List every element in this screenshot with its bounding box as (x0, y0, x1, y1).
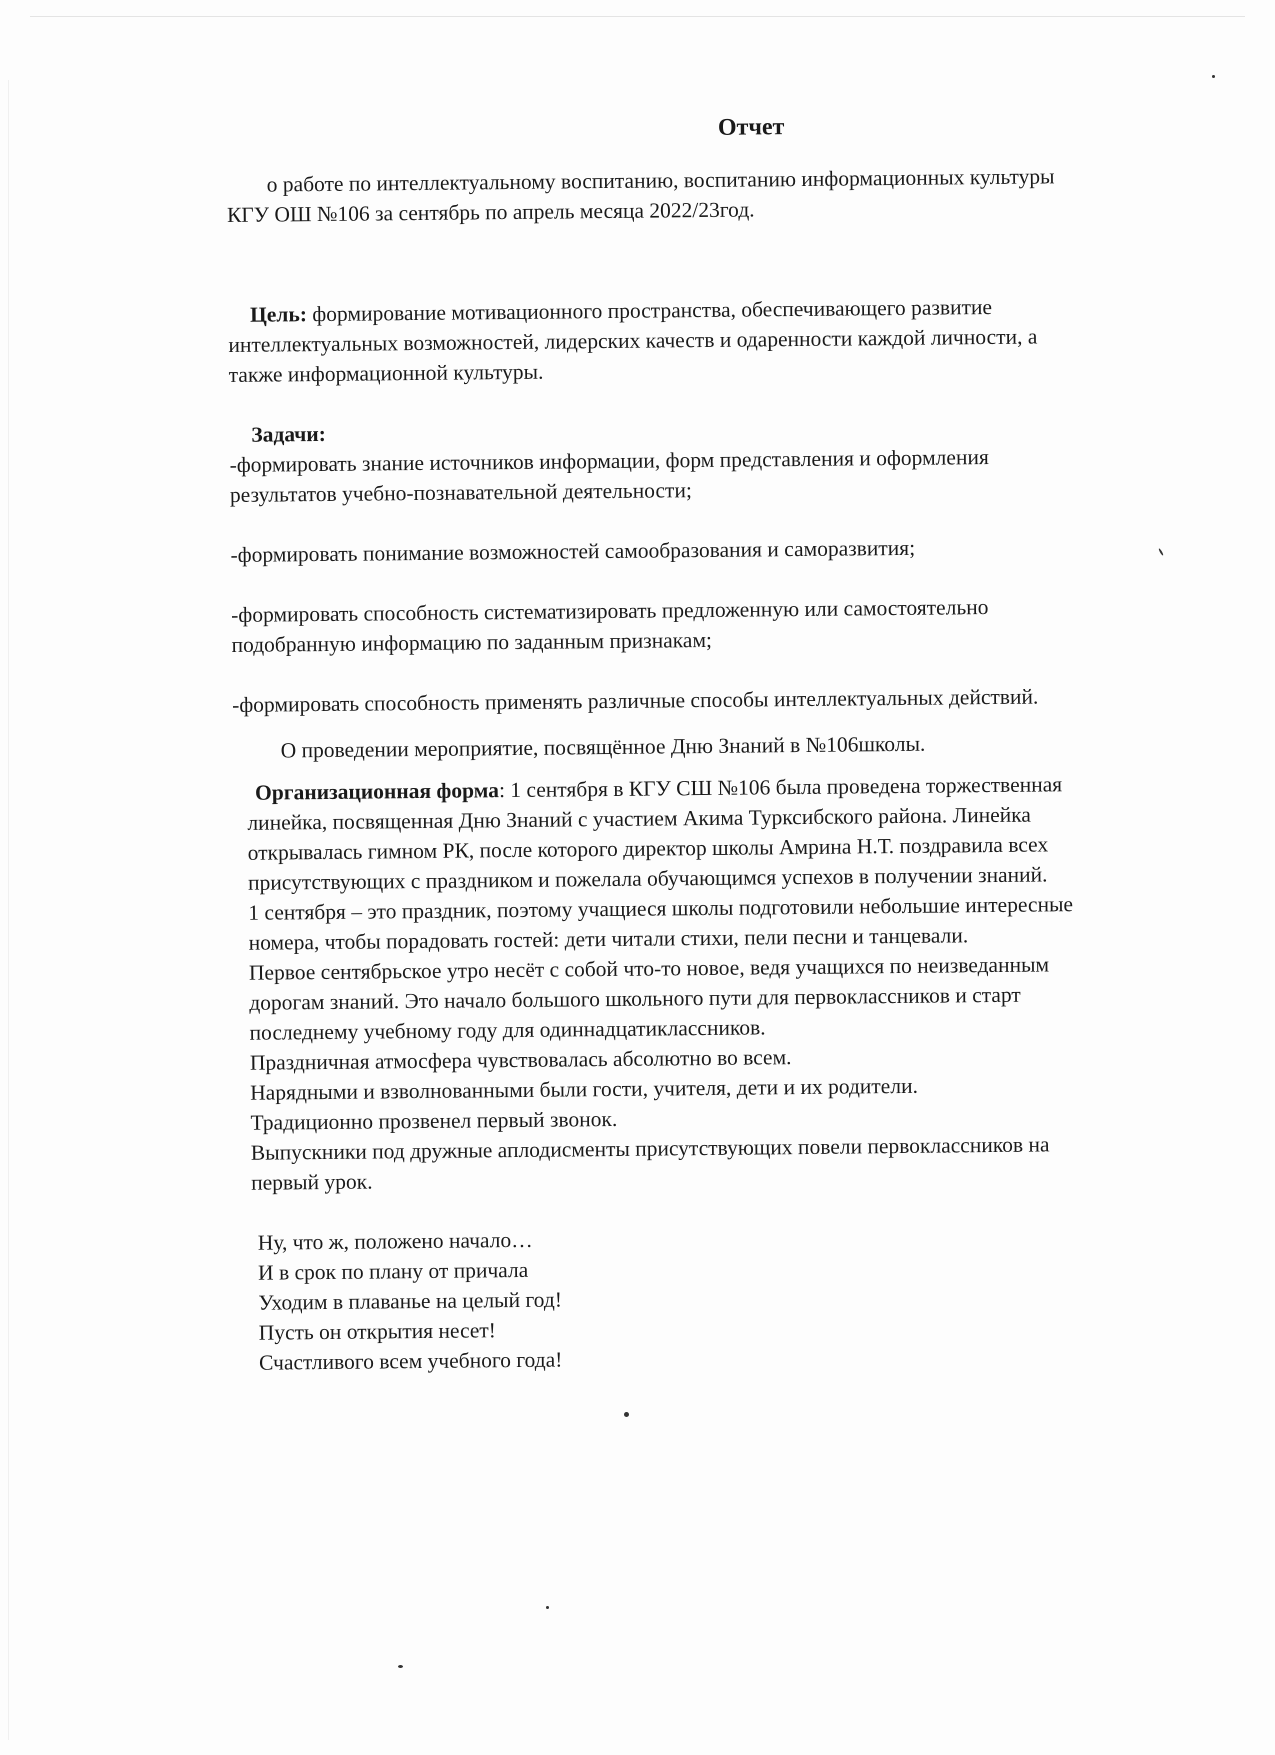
poem (238, 1218, 1230, 1378)
organization-line: Нарядными и взволнованными были гости, учителя, дети и их родители. (250, 1073, 919, 1105)
poem-line: Уходим в плаванье на целый год! (258, 1287, 563, 1315)
document-body (226, 108, 1229, 1378)
organization-line: последнему учебному году для одиннадцатиклассников. (249, 1015, 766, 1045)
goal-text-line: формирование мотивационного пространства, обеспечивающего развитие (312, 294, 993, 327)
scan-speck (546, 1606, 549, 1609)
organization-line: первый урок. (251, 1169, 373, 1195)
scan-edge-top (30, 16, 1245, 17)
event-title: О проведении мероприятие, посвящённое Дню Знаний в №106школы. (280, 731, 926, 763)
organization-first-line: : 1 сентября в КГУ СШ №106 была проведена торжественная (498, 772, 1063, 803)
organization-line: линейка, посвященная Дню Знаний с участием Акима Турксибского района. Линейка (247, 802, 1032, 835)
organization-section (233, 768, 1227, 1198)
organization-line: Праздничная атмосфера чувствовалась абсолютно во всем. (249, 1045, 792, 1075)
poem-line: Счастливого всем учебного года! (258, 1347, 563, 1375)
subtitle-line: о работе по интеллектуальному воспитанию, воспитанию информационных культуры (266, 164, 1055, 197)
scan-speck (398, 1665, 403, 1668)
document-subtitle (227, 160, 1218, 230)
organization-line: присутствующих с праздником и пожелала обучающимся успехов в получении знаний. (247, 862, 1048, 895)
goal-label: Цель: (249, 302, 308, 327)
poem-line: Пусть он открытия несет! (258, 1318, 497, 1345)
goal-text-line: интеллектуальных возможностей, лидерских качеств и одаренности каждой личности, а (228, 324, 1038, 357)
poem-line: И в срок по плану от причала (257, 1257, 529, 1285)
scan-speck (624, 1412, 629, 1417)
organization-line: 1 сентября – это праздник, поэтому учащиеся школы подготовили небольшие интересные (248, 892, 1074, 925)
scan-edge-left (8, 80, 9, 1740)
organization-line: Первое сентябрьское утро несёт с собой что-то новое, ведя учащихся по неизведанным (248, 952, 1050, 985)
organization-line: открывалась гимном РК, после которого директор школы Амрина Н.Т. поздравила всех (247, 832, 1049, 865)
organization-line: номера, чтобы порадовать гостей: дети читали стихи, пели песни и танцевали. (248, 923, 969, 955)
tasks-heading: Задачи: (251, 421, 326, 447)
task-line: подобранную информацию по заданным признакам; (231, 627, 713, 657)
tasks-section (229, 410, 1222, 720)
scan-speck (1212, 75, 1215, 78)
organization-label: Организационная форма (254, 778, 500, 805)
organization-line: дорогам знаний. Это начало большого школьного пути для первоклассников и старт (249, 982, 1021, 1015)
task-line: -формировать способность систематизировать предложенную или самостоятельно (231, 595, 989, 627)
goal-text-line: также информационной культуры. (228, 359, 544, 387)
document-title: Отчет (717, 114, 785, 141)
task-line: результатов учебно-познавательной деятельности; (229, 478, 692, 507)
task-line: -формировать способность применять различные способы интеллектуальных действий. (232, 684, 1039, 717)
task-line: -формировать понимание возможностей самообразования и саморазвития; (230, 535, 916, 567)
goal-section (228, 290, 1219, 390)
organization-line: Традиционно прозвенел первый звонок. (250, 1106, 618, 1135)
poem-line: Ну, что ж, положено начало… (257, 1227, 533, 1255)
task-line: -формировать знание источников информации, форм представления и оформления (229, 445, 989, 477)
subtitle-line: КГУ ОШ №106 за сентябрь по апрель месяца 2022/23год. (226, 197, 755, 227)
organization-line: Выпускники под дружные аплодисменты присутствующих повели первоклассников на (250, 1132, 1050, 1165)
